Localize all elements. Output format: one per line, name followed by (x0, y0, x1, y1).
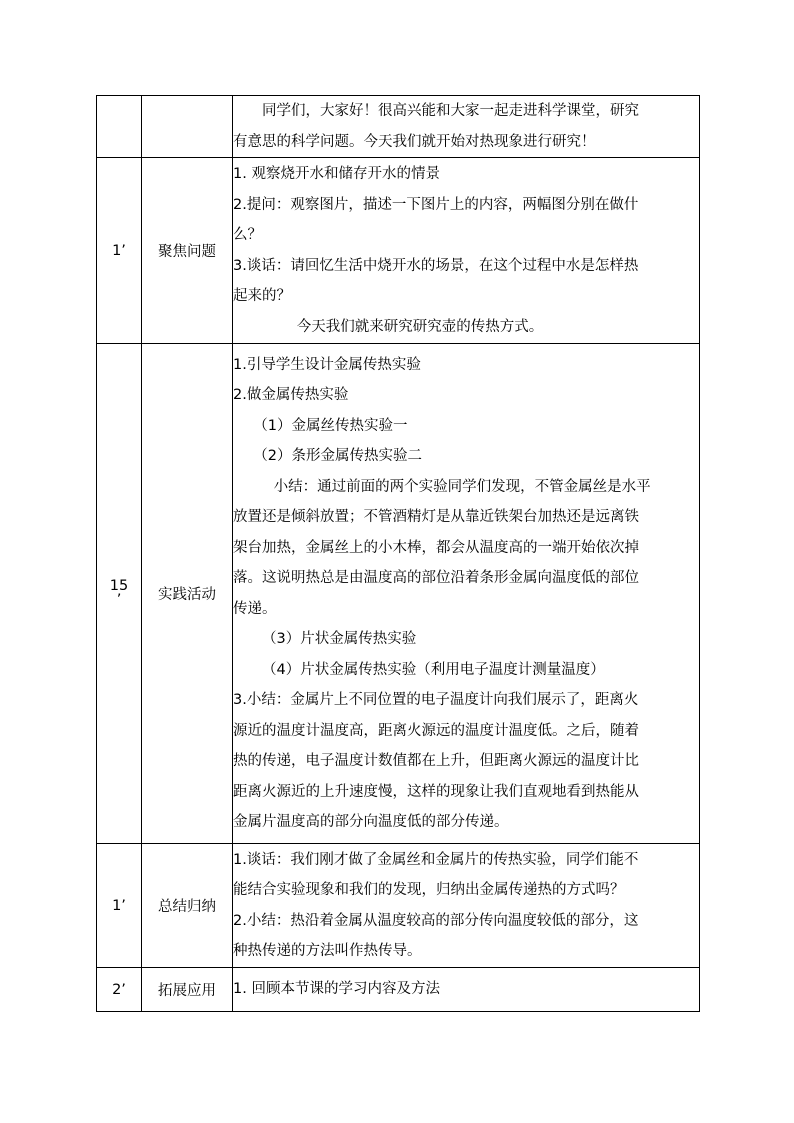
content-line: 起来的？ (233, 288, 291, 304)
table-row (97, 344, 700, 844)
table-row (97, 96, 700, 158)
table-row (97, 968, 700, 1012)
category-cell: 总结归纳 (142, 844, 233, 968)
content-line: 落。这说明热总是由温度高的部位沿着条形金属向温度低的部位 (233, 570, 639, 586)
time-value-part: ’ (116, 592, 122, 608)
content-cell (233, 158, 700, 344)
content-line: 热的传递，电子温度计数值都在上升，但距离火源远的温度计比 (233, 753, 639, 769)
category-cell: 拓展应用 (142, 968, 233, 1012)
content-cell (233, 96, 700, 158)
content-line: 1.谈话：我们刚才做了金属丝和金属片的传热实验，同学们能不 (233, 851, 639, 868)
content-line: 3.小结：金属片上不同位置的电子温度计向我们展示了，距离火 (233, 692, 639, 708)
content-cell (233, 968, 700, 1012)
category-cell (142, 96, 233, 158)
content-line: 2.小结：热沿着金属从温度较高的部分传向温度较低的部分，这 (233, 912, 639, 929)
content-line: 2.做金属传热实验 (233, 387, 349, 403)
content-line: 能结合实验现象和我们的发现，归纳出金属传递热的方式吗？ (233, 882, 625, 898)
content-line: 架台加热，金属丝上的小木棒，都会从温度高的一端开始依次掉 (233, 539, 639, 556)
content-line: 1. 观察烧开水和储存开水的情景 (233, 166, 440, 182)
content-cell (233, 844, 700, 968)
content-line: 有意思的科学问题。今天我们就开始对热现象进行研究！ (233, 133, 596, 150)
content-line: 种热传递的方法叫作热传导。 (233, 943, 422, 959)
category-cell: 聚焦问题 (142, 158, 233, 344)
category-cell: 实践活动 (142, 344, 233, 844)
content-line: 小结：通过前面的两个实验同学们发现，不管金属丝是水平 (273, 478, 651, 495)
time-cell: 1’ (97, 844, 142, 968)
lesson-plan-table (96, 95, 700, 1012)
content-line: 今天我们就来研究研究壶的传热方式。 (296, 318, 544, 335)
content-line: 3.谈话：请回忆生活中烧开水的场景，在这个过程中水是怎样热 (233, 257, 639, 274)
time-cell (97, 344, 142, 844)
time-value (110, 579, 128, 607)
content-line: 1. 回顾本节课的学习内容及方法 (233, 981, 440, 998)
time-value-part: 15 (109, 578, 129, 594)
content-line: 放置还是倾斜放置；不管酒精灯是从靠近铁架台加热还是远离铁 (233, 509, 639, 525)
content-line: 同学们，大家好！很高兴能和大家一起走进科学课堂，研究 (262, 103, 639, 119)
table-row (97, 844, 700, 968)
content-line: 传递。 (233, 600, 277, 617)
time-cell (97, 96, 142, 158)
content-line: （2）条形金属传热实验二 (253, 448, 423, 464)
content-line: 1.引导学生设计金属传热实验 (233, 356, 421, 373)
table-row (97, 158, 700, 344)
content-line: 金属片温度高的部分向温度低的部分传递。 (233, 814, 509, 830)
content-line: 2.提问：观察图片，描述一下图片上的内容，两幅图分别在做什 (233, 196, 639, 213)
content-line: （1）金属丝传热实验一 (253, 417, 408, 434)
content-line: （4）片状金属传热实验（利用电子温度计测量温度） (262, 661, 605, 678)
time-cell: 1’ (97, 158, 142, 344)
content-line: 源近的温度计温度高，距离火源远的温度计温度低。之后，随着 (233, 722, 639, 739)
content-line: （3）片状金属传热实验 (262, 631, 417, 647)
content-cell (233, 344, 700, 844)
content-line: 么？ (233, 227, 262, 243)
time-cell: 2’ (97, 968, 142, 1012)
content-line: 距离火源近的上升速度慢，这样的现象让我们直观地看到热能从 (233, 783, 639, 800)
